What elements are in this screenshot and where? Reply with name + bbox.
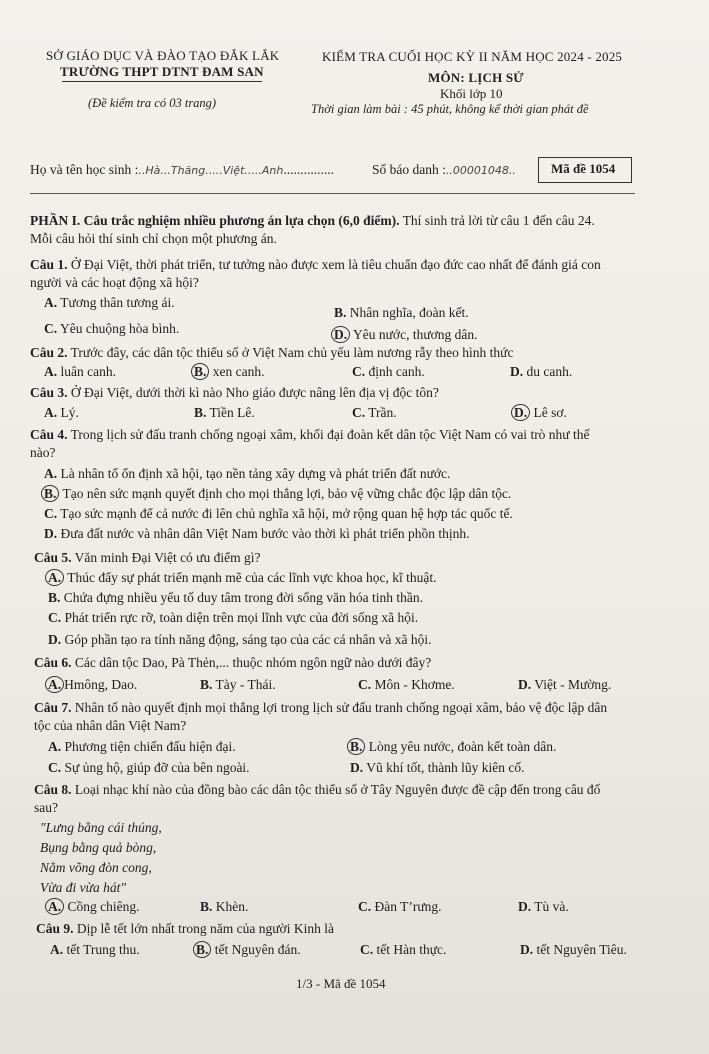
q5-option-c[interactable] (48, 610, 418, 626)
student-name-value: ..Hà...Thăng.....Việt.....Anh (138, 164, 284, 177)
option-text: Yêu chuộng hòa bình. (60, 321, 180, 336)
question-1-line2: người và các hoạt động xã hội? (30, 275, 199, 290)
option-text: định canh. (368, 364, 425, 379)
candidate-number-value: ..00001048.. (445, 164, 516, 177)
q8-option-d[interactable] (518, 899, 569, 915)
student-name-field (30, 162, 334, 179)
question-number: Câu 5. (34, 550, 72, 565)
option-text: Đàn T’rưng. (374, 899, 442, 914)
option-text: Thúc đẩy sự phát triển mạnh mẽ của các lĩnh vực khoa học, kĩ thuật. (67, 570, 437, 585)
q4-option-c[interactable] (44, 506, 513, 522)
option-letter: C. (48, 760, 62, 775)
q7-option-c[interactable] (48, 760, 250, 776)
option-letter-circled: B. (193, 941, 211, 958)
question-7 (34, 700, 607, 716)
option-letter: D. (350, 760, 364, 775)
q2-option-d[interactable] (510, 364, 572, 380)
riddle-line-1: "Lưng bằng cái thúng, (40, 820, 162, 835)
q6-option-b[interactable] (200, 677, 276, 693)
info-divider (30, 193, 635, 194)
option-letter: D. (44, 526, 58, 541)
q3-option-a[interactable] (44, 405, 79, 421)
q7-option-b[interactable] (350, 739, 556, 755)
q2-option-c[interactable] (352, 364, 425, 380)
option-letter-circled: B. (191, 363, 209, 380)
candidate-number-field (372, 162, 516, 179)
q1-option-d[interactable] (334, 327, 478, 343)
part-title (30, 213, 595, 229)
q7-option-d[interactable] (350, 760, 525, 776)
question-5 (34, 550, 261, 566)
option-text: tết Nguyên Tiêu. (536, 942, 627, 957)
question-4-line2: nào? (30, 445, 56, 460)
part-instructions: Thí sinh trả lời từ câu 1 đến câu 24. (399, 213, 595, 228)
q9-option-b[interactable] (196, 942, 301, 958)
q3-option-d[interactable] (514, 405, 567, 421)
option-text: Yêu nước, thương dân. (353, 327, 478, 342)
question-text: Ở Đại Việt, thời phát triển, tư tưởng nào được xem là tiêu chuẩn đạo đức cao nhất để đánh giá con (67, 257, 601, 272)
option-text: Khèn. (215, 899, 249, 914)
option-letter: D. (520, 942, 534, 957)
option-text: Phát triển rực rỡ, toàn diện trên mọi lĩnh vực của đời sống xã hội. (64, 610, 419, 625)
option-text: Phương tiện chiến đấu hiện đại. (64, 739, 236, 754)
option-letter: D. (518, 677, 532, 692)
q5-option-b[interactable] (48, 590, 423, 606)
option-text: Sự ủng hộ, giúp đỡ của bên ngoài. (64, 760, 250, 775)
option-text: luân canh. (60, 364, 116, 379)
option-letter: C. (358, 899, 372, 914)
option-letter-circled: B. (347, 738, 365, 755)
option-text: Tương thân tương ái. (60, 295, 175, 310)
riddle-line-4: Vừa đi vừa hát" (40, 880, 127, 895)
part-instructions-line2: Mỗi câu hỏi thí sinh chỉ chọn một phương án. (30, 231, 277, 246)
student-name-label: Họ và tên học sinh : (30, 162, 139, 177)
q9-option-a[interactable] (50, 942, 140, 958)
question-1 (30, 257, 601, 273)
option-text: Tày - Thái. (215, 677, 276, 692)
option-letter: B. (200, 899, 213, 914)
q3-option-c[interactable] (352, 405, 397, 421)
option-text: xen canh. (212, 364, 265, 379)
option-letter: C. (44, 321, 58, 336)
question-text: Nhân tố nào quyết định mọi thắng lợi trong lịch sử đấu tranh chống ngoại xâm, bảo vệ độc lập dân (71, 700, 608, 715)
riddle-line-2: Bụng bằng quả bòng, (40, 840, 157, 855)
option-text: Trần. (368, 405, 397, 420)
q2-option-b[interactable] (194, 364, 265, 380)
grade-label: Khối lớp 10 (440, 86, 503, 101)
option-text: Tạo nên sức mạnh quyết định cho mọi thắng lợi, bảo vệ vững chắc độc lập dân tộc. (62, 486, 512, 501)
question-text: Ở Đại Việt, dưới thời kì nào Nho giáo được nâng lên địa vị độc tôn? (67, 385, 439, 400)
q4-option-b[interactable] (44, 486, 511, 502)
question-number: Câu 7. (34, 700, 72, 715)
subject-title: MÔN: LỊCH SỬ (428, 70, 524, 85)
question-2 (30, 345, 513, 361)
q8-option-a[interactable] (48, 899, 140, 915)
q5-option-a[interactable] (48, 570, 437, 586)
question-number: Câu 2. (30, 345, 68, 360)
option-text: tết Trung thu. (66, 942, 140, 957)
question-number: Câu 8. (34, 782, 72, 797)
option-letter-circled: D. (511, 404, 530, 421)
exam-code-label: Mã đề 1054 (551, 161, 616, 176)
option-letter: A. (44, 364, 58, 379)
option-text: Lòng yêu nước, đoàn kết toàn dân. (368, 739, 557, 754)
q7-option-a[interactable] (48, 739, 236, 755)
question-number: Câu 6. (34, 655, 72, 670)
q6-option-d[interactable] (518, 677, 611, 693)
question-text: Văn minh Đại Việt có ưu điểm gì? (71, 550, 261, 565)
question-4 (30, 427, 590, 443)
question-number: Câu 3. (30, 385, 68, 400)
question-number: Câu 4. (30, 427, 68, 442)
q5-option-d[interactable] (48, 632, 432, 648)
option-text: Chứa đựng nhiều yếu tố duy tâm trong đời sống văn hóa tinh thần. (63, 590, 423, 605)
question-6 (34, 655, 431, 671)
q1-option-a[interactable] (44, 295, 175, 311)
exam-title: KIỂM TRA CUỐI HỌC KỲ II NĂM HỌC 2024 - 2025 (322, 49, 623, 64)
question-8-line2: sau? (34, 800, 58, 815)
option-text: Là nhân tố ổn định xã hội, tạo nền tảng xây dựng và phát triển đất nước. (60, 466, 451, 481)
option-letter-circled: A. (45, 676, 64, 693)
question-7-line2: tộc của nhân dân Việt Nam? (34, 718, 187, 733)
option-text: Lê sơ. (533, 405, 567, 420)
option-text: tết Nguyên đán. (214, 942, 301, 957)
option-text: Lý. (60, 405, 79, 420)
option-text: Đưa đất nước và nhân dân Việt Nam bước vào thời kì phát triển phồn thịnh. (60, 526, 470, 541)
name-dots: ............... (283, 162, 334, 177)
part-heading: PHẦN I. Câu trắc nghiệm nhiều phương án lựa chọn (6,0 điểm). (30, 213, 400, 228)
option-letter-circled: A. (45, 898, 64, 915)
option-letter: C. (48, 610, 62, 625)
q8-option-c[interactable] (358, 899, 442, 915)
option-letter: A. (44, 405, 58, 420)
option-letter: A. (48, 739, 62, 754)
option-letter: C. (358, 677, 372, 692)
question-text: Dịp lễ tết lớn nhất trong năm của người Kinh là (73, 921, 334, 936)
option-letter: C. (44, 506, 58, 521)
option-text: Tù và. (534, 899, 569, 914)
q6-option-c[interactable] (358, 677, 455, 693)
question-3 (30, 385, 439, 401)
q2-option-a[interactable] (44, 364, 116, 380)
option-letter: B. (194, 405, 207, 420)
option-text: Tiền Lê. (209, 405, 255, 420)
q4-option-a[interactable] (44, 466, 450, 482)
option-letter: D. (518, 899, 532, 914)
option-letter: C. (360, 942, 374, 957)
option-letter: C. (352, 405, 366, 420)
option-text: Cồng chiêng. (67, 899, 140, 914)
option-letter: A. (44, 295, 58, 310)
q9-option-d[interactable] (520, 942, 627, 958)
header-underline (62, 81, 262, 82)
question-text: Loại nhạc khí nào của đồng bào các dân tộc thiểu số ở Tây Nguyên được đề cập đến trong câu đố (71, 782, 601, 797)
question-8 (34, 782, 600, 798)
question-9 (36, 921, 334, 937)
option-letter: D. (48, 632, 62, 647)
question-number: Câu 9. (36, 921, 74, 936)
option-text: Góp phần tạo ra tính năng động, sáng tạo của các cá nhân và xã hội. (64, 632, 432, 647)
option-letter: C. (352, 364, 366, 379)
option-letter: B. (48, 590, 61, 605)
department-name: SỞ GIÁO DỤC VÀ ĐÀO TẠO ĐẮK LẮK (46, 48, 280, 63)
q3-option-b[interactable] (194, 405, 255, 421)
page-count-note: (Đề kiểm tra có 03 trang) (88, 96, 217, 110)
question-text: Trước đây, các dân tộc thiểu số ở Việt Nam chủ yếu làm nương rẫy theo hình thức (67, 345, 514, 360)
option-letter: A. (50, 942, 64, 957)
candidate-number-label: Số báo danh : (372, 162, 446, 177)
question-text: Các dân tộc Dao, Pà Thẻn,... thuộc nhóm ngôn ngữ nào dưới đây? (71, 655, 432, 670)
question-text: Trong lịch sử đấu tranh chống ngoại xâm, khối đại đoàn kết dân tộc Việt Nam có vai trò như thế (67, 427, 590, 442)
option-text: Vũ khí tốt, thành lũy kiên cố. (366, 760, 525, 775)
option-text: du canh. (526, 364, 573, 379)
option-text: Tạo sức mạnh để cả nước đi lên chủ nghĩa xã hội, mở rộng quan hệ hợp tác quốc tế. (60, 506, 513, 521)
option-letter-circled: A. (45, 569, 64, 586)
option-letter-circled: B. (41, 485, 59, 502)
option-text: Việt - Mường. (534, 677, 612, 692)
page-footer: 1/3 - Mã đề 1054 (296, 976, 386, 991)
option-letter: D. (510, 364, 524, 379)
option-text: Nhân nghĩa, đoàn kết. (349, 305, 469, 320)
q4-option-d[interactable] (44, 526, 469, 542)
q8-option-b[interactable] (200, 899, 248, 915)
option-text: Môn - Khơme. (374, 677, 455, 692)
q9-option-c[interactable] (360, 942, 446, 958)
question-number: Câu 1. (30, 257, 68, 272)
q6-option-a[interactable] (48, 677, 137, 693)
option-letter: B. (200, 677, 213, 692)
option-letter: B. (334, 305, 347, 320)
option-letter: A. (44, 466, 58, 481)
option-letter-circled: D. (331, 326, 350, 343)
option-text: tết Hàn thực. (376, 942, 447, 957)
riddle-line-3: Nằm võng đòn cong, (40, 860, 152, 875)
school-name: TRƯỜNG THPT DTNT ĐAM SAN (60, 64, 264, 79)
q1-option-c[interactable] (44, 321, 179, 337)
q1-option-b[interactable] (334, 305, 469, 321)
option-text: Hmông, Dao. (64, 677, 138, 692)
time-note: Thời gian làm bài : 45 phút, không kể thời gian phát đề (311, 102, 589, 116)
